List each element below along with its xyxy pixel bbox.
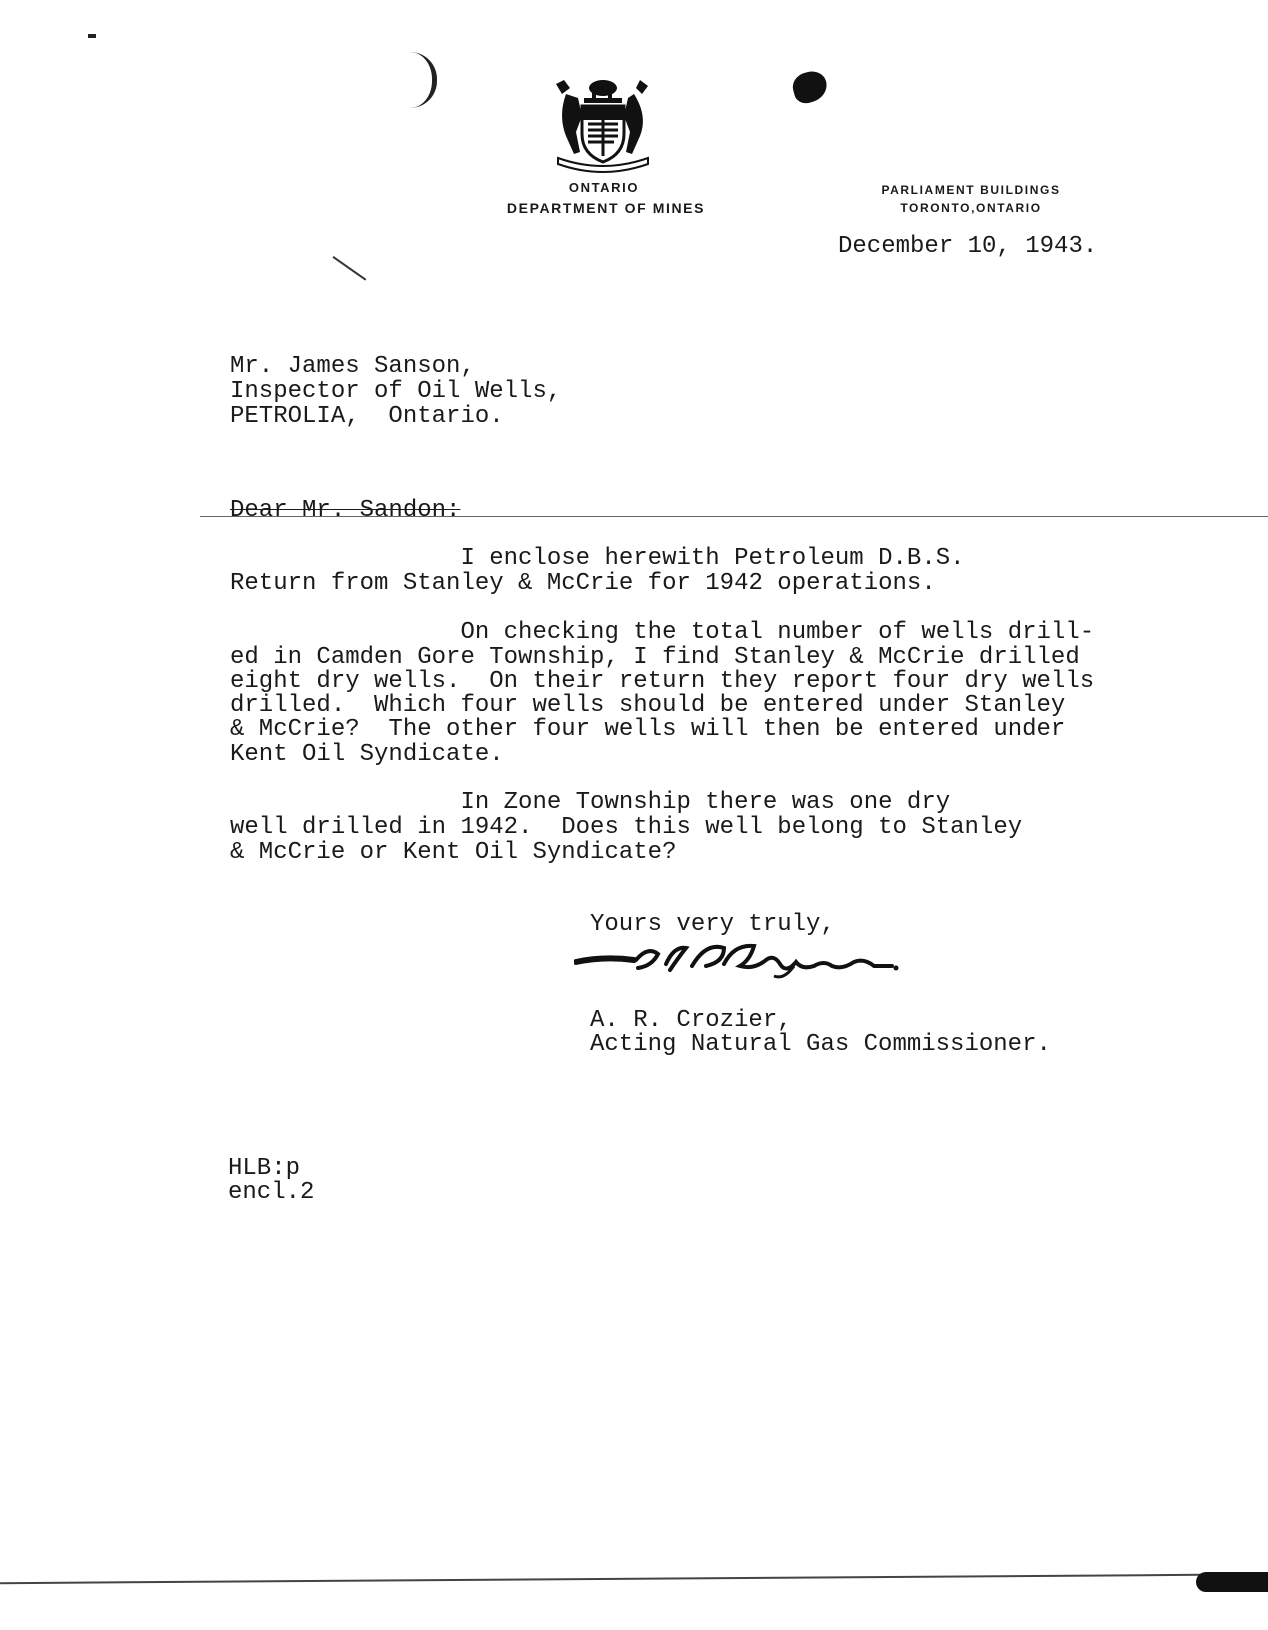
signatory-name: A. R. Crozier, [590, 1007, 792, 1034]
recipient-location: PETROLIA, Ontario. [230, 403, 504, 430]
body-line: Return from Stanley & McCrie for 1942 operations. [230, 570, 936, 597]
letterhead-province: ONTARIO [568, 180, 640, 195]
recipient-title: Inspector of Oil Wells, [230, 378, 562, 405]
body-line: Kent Oil Syndicate. [230, 741, 504, 768]
letterhead-address-line1: PARLIAMENT BUILDINGS [881, 183, 1061, 197]
scan-shadow [1196, 1572, 1268, 1592]
handwritten-signature [574, 936, 904, 984]
typist-initials: HLB:p [228, 1155, 301, 1182]
body-line: well drilled in 1942. Does this well belong to Stanley [230, 814, 1023, 841]
body-line: & McCrie? The other four wells will then be entered under [230, 716, 1066, 743]
ontario-coat-of-arms-icon [544, 76, 662, 174]
body-line: drilled. Which four wells should be entered under Stanley [230, 692, 1066, 719]
scan-mark [88, 34, 96, 38]
scan-edge [0, 1574, 1200, 1584]
body-line: In Zone Township there was one dry [230, 789, 951, 816]
body-line: I enclose herewith Petroleum D.B.S. [230, 545, 965, 572]
enclosure-note: encl.2 [228, 1179, 315, 1206]
body-line: On checking the total number of wells drill- [230, 619, 1095, 646]
letter-date: December 10, 1943. [838, 233, 1098, 260]
letterhead-crest [544, 76, 662, 174]
ink-smudge [790, 68, 831, 106]
valediction: Yours very truly, [590, 911, 835, 938]
body-line: ed in Camden Gore Township, I find Stanley & McCrie drilled [230, 644, 1080, 671]
salutation: Dear Mr. Sandon: [230, 497, 461, 524]
body-line: & McCrie or Kent Oil Syndicate? [230, 839, 677, 866]
recipient-name: Mr. James Sanson, [230, 353, 475, 380]
scan-mark [332, 231, 383, 280]
letterhead-address-line2: TORONTO,ONTARIO [900, 201, 1042, 215]
body-line: eight dry wells. On their return they report four dry wells [230, 668, 1095, 695]
letterhead-department: DEPARTMENT OF MINES [506, 200, 706, 216]
signatory-title: Acting Natural Gas Commissioner. [590, 1031, 1051, 1058]
scan-mark [410, 52, 437, 108]
